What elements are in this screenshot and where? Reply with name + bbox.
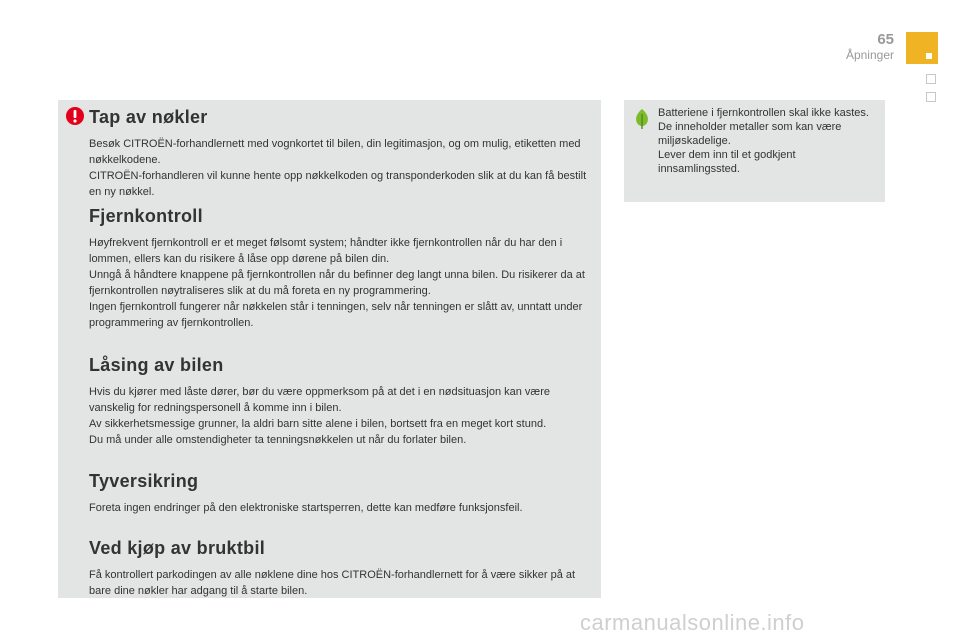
section-title: Tyversikring <box>89 471 199 491</box>
section-remote-control <box>89 206 587 331</box>
section-title: Ved kjøp av bruktbil <box>89 538 266 558</box>
chapter-tab[interactable] <box>926 74 936 84</box>
section-title: Fjernkontroll <box>89 206 203 226</box>
main-content-box <box>58 100 601 598</box>
section-body: Hvis du kjører med låste dører, bør du være oppmerksom på at det i en nødsituasjon kan være vanskelig for redningspersonell å komme inn i bilen. Av sikkerhetsmessige grunner, la aldri barn sitte alene i bilen, bortsett fra en meget kort stund. Du må under alle omstendigheter ta tenningsnøkkelen ut når du forlater bilen. <box>89 386 550 446</box>
page-number: 65 <box>877 31 894 48</box>
section-body: Høyfrekvent fjernkontroll er et meget følsomt system; håndter ikke fjernkontrollen når du har den i lommen, ellers kan du risikere å låse opp dørene på bilen din. Unngå å håndtere knappene på fjernkontrollen når du befinner deg langt unna bilen. Du risikerer da at fjernkontrollen nøytraliseres slik at du må foreta en ny programmering. Ingen fjernkontroll fungerer når nøkkelen står i tenningen, selv når tenningen er slått av, unntatt under programmering av fjernkontrollen. <box>89 237 585 329</box>
section-name: Åpninger <box>845 48 894 62</box>
section-body: Foreta ingen endringer på den elektroniske startsperren, dette kan medføre funksjonsfeil. <box>89 502 523 514</box>
section-body: Få kontrollert parkodingen av alle nøklene dine hos CITROËN-forhandlernett for å være sikker på at bare dine nøkler har adgang til å starte bilen. <box>89 569 576 597</box>
section-body: Besøk CITROËN-forhandlernett med vognkortet til bilen, din legitimasjon, og om mulig, etiketten med nøkkelkodene. CITROËN-forhandleren vil kunne hente opp nøkkelkoden og transponderkoden slik at du kan få bestilt en ny nøkkel. <box>89 138 587 198</box>
section-title: Tap av nøkler <box>89 107 208 127</box>
watermark: carmanualsonline.info <box>580 610 805 635</box>
section-anti-theft <box>89 471 587 516</box>
warning-icon <box>65 106 85 131</box>
section-locking <box>89 355 587 448</box>
section-used-car <box>89 538 587 599</box>
environment-icon <box>633 108 651 134</box>
environment-note-box <box>624 100 885 202</box>
page-header <box>846 32 894 62</box>
section-title: Låsing av bilen <box>89 355 224 375</box>
section-lost-keys <box>89 107 587 200</box>
environment-note-text: Batteriene i fjernkontrollen skal ikke kastes. De inneholder metaller som kan være miljøskadelige. Lever dem inn til et godkjent innsamlingssted. <box>658 107 869 175</box>
chapter-tab-marker <box>926 53 932 59</box>
chapter-tab[interactable] <box>926 92 936 102</box>
chapter-tab-active[interactable] <box>906 32 938 64</box>
